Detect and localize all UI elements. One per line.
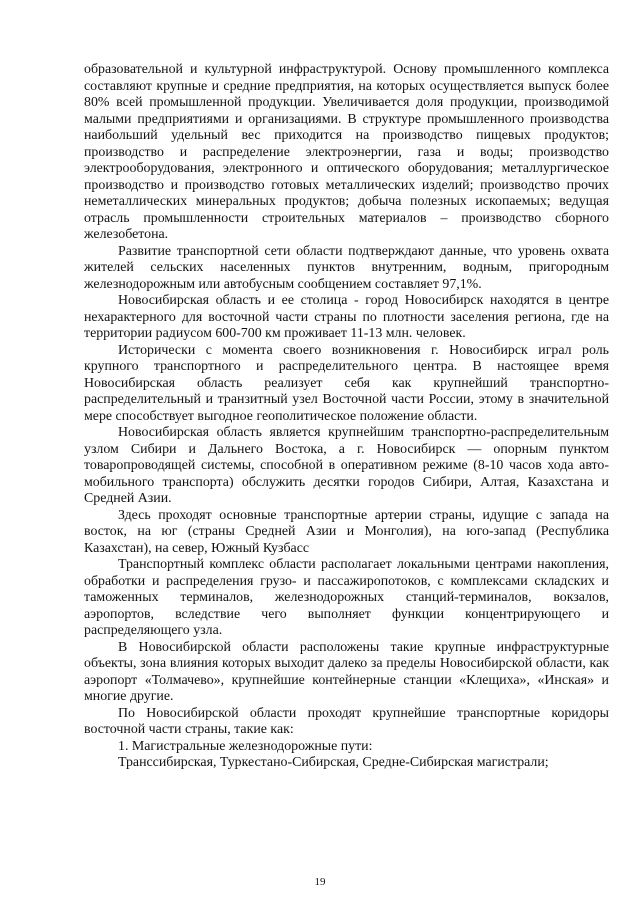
page-number: 19 — [314, 876, 326, 888]
list-item-railways: 1. Магистральные железнодорожные пути: — [118, 738, 373, 754]
paragraph-industry: образовательной и культурной инфраструктурой. Основу промышленного комплекса составляют крупные и средние предприятия, на которых осуществляется выпуск более 80% всей промышленной продукции. Увеличивается доля продукции, производимой малыми предприятиями и организациями. В структуре промышленного производства наибольший удельный вес приходится на производство пищевых продуктов; производство и распределение электроэнергии, газа и воды; производство электрооборудования, электронного и оптического оборудования; металлургическое производство и производство готовых металлических изделий; производство прочих неметаллических минеральных продуктов; добыча полезных ископаемых; ведущая отрасль промышленности строительных материалов – производство сборного железобетона. — [84, 62, 609, 242]
paragraph-logistics-hub: Новосибирская область является крупнейшим транспортно-распределительным узлом Сибири и Дальнего Востока, а г. Новосибирск — опорным пунктом товаропроводящей системы, способной в оперативном режиме (8-10 часов хода авто-мобильного транспорта) обслужить десятки городов Сибири, Алтая, Казахстана и Средней Азии. — [84, 425, 609, 506]
paragraph-population-density: Новосибирская область и ее столица - город Новосибирск находятся в центре нехарактерного для восточной части страны по плотности заселения региона, где на территории радиусом 600-700 км проживает 11-13 млн. человек. — [84, 293, 609, 341]
paragraph-transport-corridors: По Новосибирской области проходят крупнейшие транспортные коридоры восточной части страны, такие как: — [84, 705, 609, 737]
paragraph-transport-complex: Транспортный комплекс области располагает локальными центрами накопления, обработки и распределения грузо- и пассажиропотоков, с комплексами складских и таможенных терминалов, железнодорожных станций-терминалов, вокзалов, аэропортов, вследствие чего выполняет функции концентрирующего и распределяющего узла. — [84, 557, 609, 638]
paragraph-history: Исторически с момента своего возникновения г. Новосибирск играл роль крупного транспортного и распределительного центра. В настоящее время Новосибирская область реализует себя как крупнейший транспортно-распределительный и транзитный узел Восточной части России, этому в значительной мере способствует выгодное геополитическое положение области. — [84, 342, 609, 424]
paragraph-transport-network: Развитие транспортной сети области подтверждают данные, что уровень охвата жителей сельских населенных пунктов внутренним, водным, пригородным железнодорожным или автобусным сообщением составляет 97,1%. — [84, 243, 609, 292]
paragraph-transport-arteries: Здесь проходят основные транспортные артерии страны, идущие с запада на восток, на юг (страны Средней Азии и Монголия), на юго-запад (Республика Казахстан), на север, Южный Кузбасс — [84, 507, 609, 556]
paragraph-infrastructure-objects: В Новосибирской области расположены такие крупные инфраструктурные объекты, зона влияния которых выходит далеко за пределы Новосибирской области, как аэропорт «Толмачево», крупнейшие контейнерные станции «Клещиха», «Инская» и многие другие. — [84, 639, 609, 704]
document-body — [84, 62, 609, 772]
paragraph-railway-lines: Транссибирская, Туркестано-Сибирская, Средне-Сибирская магистрали; — [118, 755, 549, 770]
